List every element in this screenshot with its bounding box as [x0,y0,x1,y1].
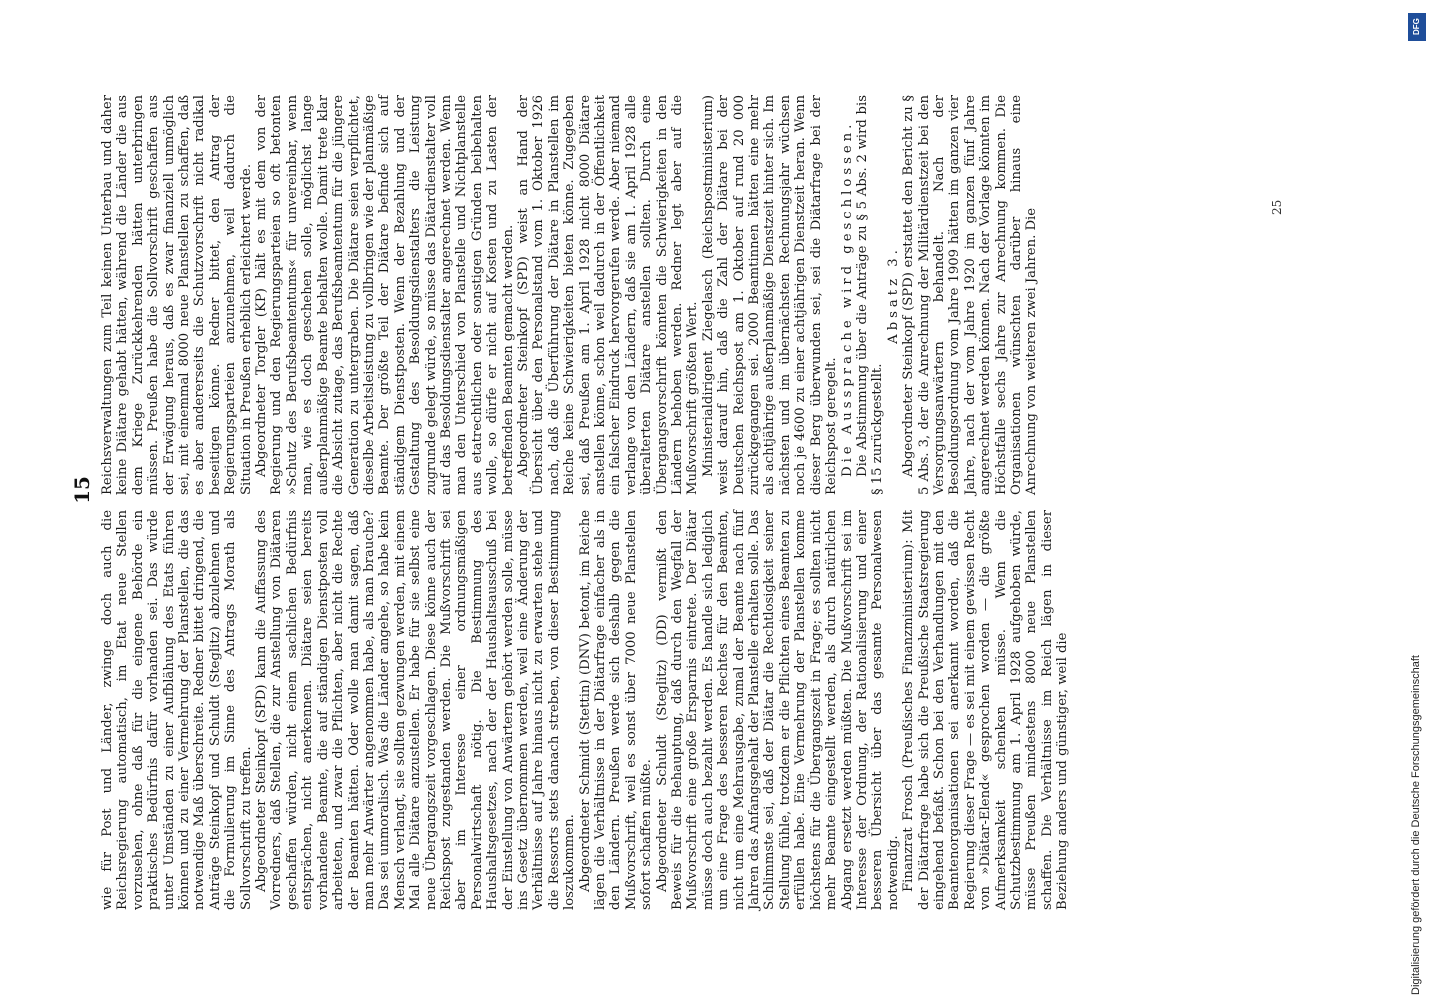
digitization-credit [1404,5,1432,995]
left-text-column [100,510,1071,910]
paragraph: Ministerialdirigent Ziegelasch (Reichspostministerium) weist darauf hin, daß die Zahl der Diätare bei der Deutschen Reichspost am 1. Oktober auf rund 20 000 zurückgegangen sei. 2000 Beamtinnen hätten eine mehr als achtjährige außerplanmäßige Dienstzeit hinter sich. Im nächsten und im übernächsten Rechnungsjahr wüchsen noch je 4600 zu einer achtjährigen Dienstzeit heran. Wenn dieser Berg überwunden sei, sei die Diätarfrage bei der Reichspost geregelt. [700,95,840,495]
footer-page-number: 25 [1270,199,1284,215]
paragraph: Die Aussprache wird geschlossen. [839,120,855,477]
paragraph: Reichsverwaltungen zum Teil keinen Unterbau und daher keine Diätare gehabt hätten, während die Länder die aus dem Kriege Zurückkehrenden hätten unterbringen müssen. Preußen habe die Sollvorschrift geschaffen aus der Erwägung heraus, daß es zwar finanziell unmöglich sei, mit einemmal 8000 neue Planstellen zu schaffen, daß es aber andererseits die Schutzvorschrift nicht radikal beseitigen könne. Redner bittet, den Antrag der Regierungsparteien anzunehmen, weil dadurch die Situation in Preußen erheblich erleichtert werde. [100,95,254,495]
paragraph: Abgeordneter Schuldt (Steglitz) (DD) vermißt den Beweis für die Behauptung, daß durch den Wegfall der Mußvorschrift eine große Ersparnis eintrete. Der Diätar müsse doch auch bezahlt werden. Es handle sich lediglich um eine Frage des besseren Rechtes für den Beamten, nicht um eine Mehrausgabe, zumal der Beamte nach fünf Jahren das Anfangsgehalt der Planstelle erhalten solle. Das Schlimmste sei, daß der Diätar die Rechtlosigkeit seiner Stellung fühle, trotzdem er die Pflichten eines Beamten zu erfüllen habe. Eine Vermehrung der Planstellen komme höchstens für die Übergangszeit in Frage; es sollten nicht mehr Beamte eingestellt werden, als durch natürlichen Abgang ersetzt werden müßten. Die Mußvorschrift sei im Interesse der Ordnung, der Rationalisierung und einer besseren Übersicht über das gesamte Personalwesen notwendig. [654,510,901,910]
section-heading: Absatz 3. [885,246,901,344]
paragraph: Abgeordneter Schmidt (Stettin) (DNV) betont, im Reiche lägen die Verhältnisse in der Diätarfrage einfacher als in den Ländern. Preußen werde sich deshalb gegen die Mußvorschrift, weil es sonst über 7000 neue Planstellen sofort schaffen müßte. [577,510,655,910]
paragraph: Abgeordneter Torgler (KP) hält es mit dem von der Regierung und den Regierungsparteien so oft betonten »Schutz des Berufsbeamtentums« für unvereinbar, wenn man, wie es doch geschehen solle, möglichst lange außerplanmäßige Beamte behalten wolle. Damit trete klar die Absicht zutage, das Berufsbeamtentum für die jüngere Generation zu untergraben. Die Diätare seien verpflichtet, dieselbe Arbeitsleistung zu vollbringen wie der planmäßige Beamte. Der größte Teil der Diätare befinde sich auf ständigem Dienstposten. Wenn der Bezahlung und der Gestaltung des Besoldungsdienstalters die Leistung zugrunde gelegt würde, so müsse das Diätardienstalter voll auf das Besoldungsdienstalter angerechnet werden. Wenn man den Unterschied von Planstelle und Nichtplanstelle aus etatrechtlichen oder sonstigen Gründen beibehalten wolle, so dürfe er nicht auf Kosten und zu Lasten der betreffenden Beamten gemacht werden. [254,95,516,495]
paragraph: Die Abstimmung über die Anträge zu § 5 Abs. 2 wird bis § 15 zurückgestellt. [854,95,886,495]
right-text-column [100,95,1040,495]
dfg-logo: DFG [1408,13,1426,41]
paragraph: Abgeordneter Steinkopf (SPD) weist an Hand der Übersicht über den Personalstand vom 1. Oktober 1926 nach, daß die Überführung der Diätare in Planstellen im Reiche keine Schwierigkeiten bieten könne. Zugegeben sei, daß Preußen am 1. April 1928 nicht 8000 Diätare anstellen könne, schon weil dadurch in der Öffentlichkeit ein falscher Eindruck hervorgerufen werde. Aber niemand verlange von den Ländern, daß sie am 1. April 1928 alle überalterten Diätare anstellen sollten. Durch eine Übergangsvorschrift könnten die Schwierigkeiten in den Ländern behoben werden. Redner legt aber auf die Mußvorschrift größten Wert. [515,95,701,495]
credit-text: Digitalisierung gefördert durch die Deutsche Forschungsgemeinschaft [1410,655,1422,995]
paragraph: wie für Post und Länder, zwinge doch auch die Reichsregierung automatisch, im Etat neue Stellen vorzusehen, ohne daß für die eingene Behörde ein praktisches Bedürfnis dafür vorhanden sei. Das würde unter Umständen zu einer Aufblähung des Etats führen können und zu einer Vermehrung der Planstellen, die das notwendige Maß überschreite. Redner bittet dringend, die Anträge Steinkopf und Schuldt (Steglitz) abzulehnen und die Formulierung im Sinne des Antrags Morath als Sollvorschrift zu treffen. [100,510,254,910]
paragraph: Abgeordneter Steinkopf (SPD) kann die Auffassung des Vorredners, daß Stellen, die zur Anstellung von Diätaren geschaffen würden, nicht einem sachlichen Bedürfnis entsprächen, nicht anerkennen. Diätare seien bereits vorhandene Beamte, die auf ständigen Dienstposten voll arbeiteten, und zwar die Pflichten, aber nicht die Rechte der Beamten hätten. Oder wolle man damit sagen, daß man mehr Anwärter angenommen habe, als man brauche? Das sei unmoralisch. Was die Länder angehe, so habe kein Mensch verlangt, sie sollten gezwungen werden, mit einem Mal alle Diätare anzustellen. Er habe für sie selbst eine neue Übergangszeit vorgeschlagen. Diese könne auch der Reichspost zugestanden werden. Die Mußvorschrift sei aber im Interesse einer ordnungsmäßigen Personalwirtschaft nötig. Die Bestimmung des Haushaltsgesetzes, nach der der Haushaltsausschuß bei der Einstellung von Anwärtern gehört werden solle, müsse ins Gesetz übernommen werden, weil eine Änderung der Verhältnisse auf Jahre hinaus nicht zu erwarten stehe und die Ressorts stets danach streben, von dieser Bestimmung loszukommen. [254,510,578,910]
page-number: 15 [70,476,94,504]
paragraph: Finanzrat Frosch (Preußisches Finanzministerium): Mit der Diätarfrage habe sich die Preußische Staatsregierung eingehend befaßt. Schon bei den Verhandlungen mit den Beamtenorganisationen sei anerkannt worden, daß die Regierung dieser Frage — es sei mit einem gewissen Recht von »Diätar-Elend« gesprochen worden — die größte Aufmerksamkeit schenken müsse. Wenn die Schutzbestimmung am 1. April 1928 aufgehoben würde, müsse Preußen mindestens 8000 neue Planstellen schaffen. Die Verhältnisse im Reich lägen in dieser Beziehung anders und günstiger, weil die [901,510,1071,910]
paragraph: Abgeordneter Steinkopf (SPD) erstattet den Bericht zu § 5 Abs. 3, der die Anrechnung der Militärdienstzeit bei den Versorgungsanwärtern behandelt. Nach der Besoldungsordnung vom Jahre 1909 hätten im ganzen vier Jahre, nach der vom Jahre 1920 im ganzen fünf Jahre angerechnet werden können. Nach der Vorlage könnten im Höchstfalle sechs Jahre zur Anrechnung kommen. Die Organisationen wünschten darüber hinaus eine Anrechnung von weiteren zwei Jahren. Die [901,95,1040,495]
